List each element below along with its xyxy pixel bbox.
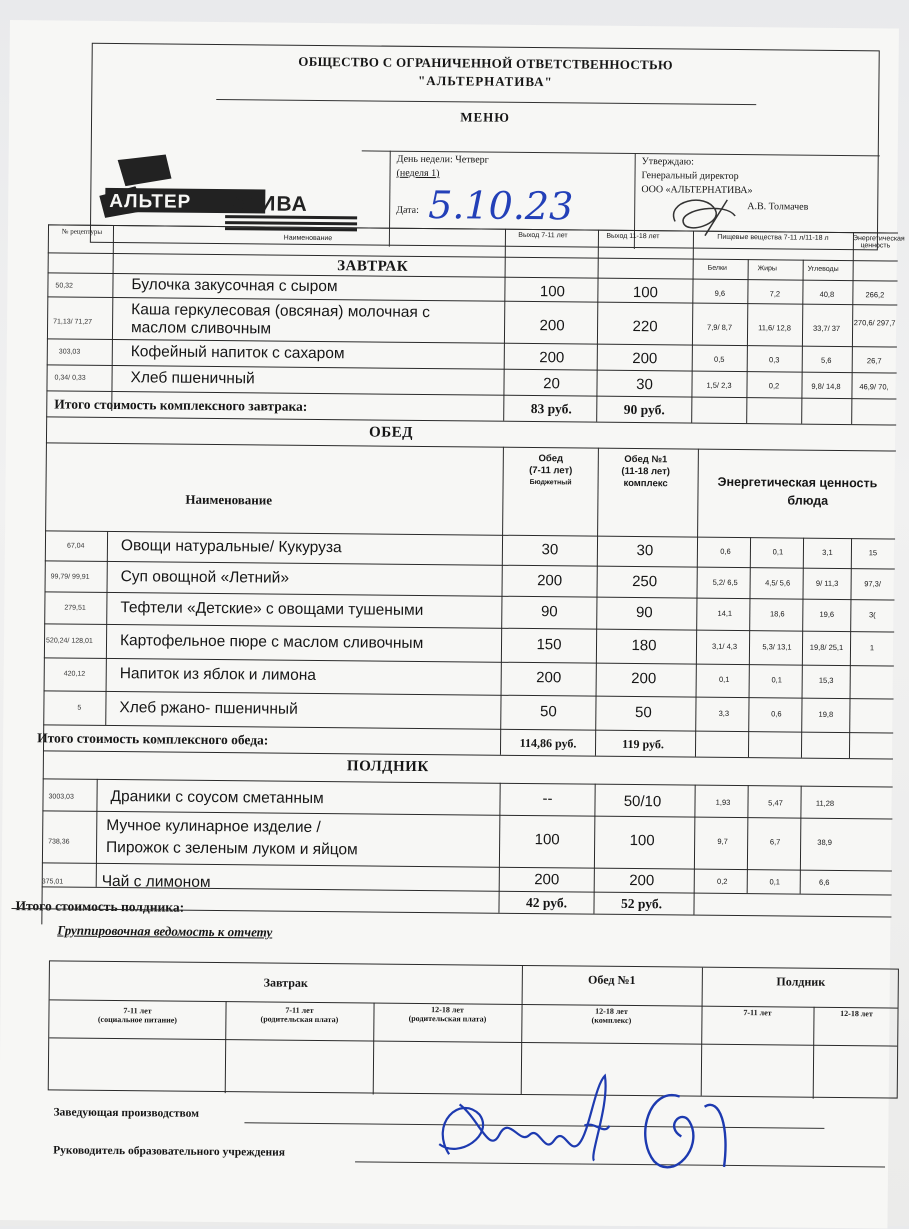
week-number: (неделя 1): [396, 167, 440, 180]
carbs-value: 19,8/ 25,1: [809, 642, 844, 653]
portion-11-18: 100: [629, 831, 655, 850]
recipe-code: 279,51: [64, 604, 86, 612]
recipe-code: 71,13/ 71,27: [53, 318, 93, 326]
recipe-code: 375,01: [41, 878, 64, 886]
breakfast-total-11-18: 90 руб.: [623, 401, 665, 418]
dish-name: Чай с лимоном: [101, 872, 211, 891]
lunch-total-7-11: 114,86 руб.: [519, 735, 577, 751]
fats-value: 0,1: [772, 547, 784, 557]
handwritten-signature: [419, 1064, 760, 1197]
lunch-budget-header-line3: Бюджетный: [529, 479, 572, 487]
group-col4-line1: 12-18 лет: [595, 1006, 628, 1016]
proteins-value: 0,6: [720, 546, 731, 556]
proteins-value: 3,1/ 4,3: [711, 641, 738, 652]
carbs-value: 5,6: [821, 355, 832, 365]
approve-role: Генеральный директор: [641, 170, 739, 183]
fats-value: 7,2: [769, 289, 781, 299]
fats-value: 0,3: [769, 355, 780, 365]
group-lunch-header: Обед №1: [587, 972, 636, 988]
portion-7-11: 200: [536, 669, 562, 687]
portion-7-11: 200: [539, 349, 565, 367]
recipe-code: 520,24/ 128,01: [46, 637, 93, 645]
divider: [49, 1037, 897, 1046]
group-col3: [373, 1005, 521, 1024]
group-col2-line1: 7-11 лет: [285, 1005, 314, 1015]
carbs-value: 19,8: [818, 709, 834, 719]
breakfast-total-label: Итого стоимость комплексного завтрака:: [54, 396, 308, 414]
portion-11-18: 30: [636, 542, 654, 560]
energy-value: 15: [868, 548, 878, 558]
nutrients-header: Пищевые вещества 7-11 л/11-18 л: [717, 233, 829, 242]
name-header: Наименование: [283, 234, 333, 243]
portion-7-11: 20: [543, 375, 560, 393]
fats-value: 0,1: [769, 877, 781, 887]
lunch-title: ОБЕД: [369, 424, 414, 441]
fats-value: 0,2: [768, 381, 780, 391]
recipe-code: 5: [77, 704, 82, 712]
fats-value: 18,6: [769, 609, 785, 619]
dish-name: Драники с соусом сметанным: [110, 788, 324, 808]
recipe-code: 50,32: [55, 282, 74, 290]
fats-value: 5,3/ 13,1: [762, 642, 792, 652]
portion-7-11: 50: [539, 703, 557, 721]
portion-11-18: 220: [632, 317, 658, 336]
approve-org: ООО «АЛЬТЕРНАТИВА»: [641, 184, 753, 197]
proteins-value: 3,3: [718, 708, 730, 718]
group-col1: [49, 1005, 225, 1025]
group-col1-line1: 7-11 лет: [123, 1006, 152, 1016]
portion-11-18: 200: [631, 669, 657, 688]
energy-value: 1: [869, 643, 875, 653]
proteins-value: 9,6: [714, 288, 726, 298]
carbs-value: 11,28: [815, 798, 835, 808]
lunch-energy-header-line2: блюда: [787, 493, 829, 508]
proteins-header: Белки: [707, 264, 727, 272]
svg-text:НАТИВА: НАТИВА: [215, 191, 308, 216]
portion-7-11: 150: [536, 636, 562, 654]
lunch-budget-header-line2: (7-11 лет): [529, 465, 573, 477]
recipe-code: 303,03: [58, 348, 81, 356]
portion-7-11: 200: [537, 572, 563, 590]
recipe-code: 420,12: [63, 670, 86, 678]
portion-7-11: 90: [540, 603, 558, 621]
lunch-name-header: Наименование: [185, 491, 273, 508]
portion-7-11: --: [542, 790, 553, 808]
proteins-value: 9,7: [717, 836, 728, 846]
dish-name: Булочка закусочная с сыром: [131, 276, 338, 296]
recipe-number-header: № рецептуры: [61, 227, 103, 236]
recipe-code: 67,04: [66, 542, 85, 550]
dish-name: Кофейный напиток с сахаром: [130, 343, 345, 363]
portion-11-18: 200: [629, 871, 655, 890]
carbs-value: 33,7/ 37: [812, 323, 841, 333]
group-col4: [521, 1006, 701, 1026]
lunch-budget-header-line1: Обед: [538, 453, 564, 465]
proteins-value: 14,1: [717, 608, 733, 618]
dish-name: Мучное кулинарное изделие /: [106, 816, 321, 837]
group-col3-line2: (родительская плата): [408, 1013, 487, 1024]
fats-header: Жиры: [757, 265, 777, 273]
proteins-value: 1,93: [715, 797, 731, 807]
lunch-total-label: Итого стоимость комплексного обеда:: [37, 730, 269, 748]
dish-name: Суп овощной «Летний»: [120, 568, 290, 587]
portion-11-18: 180: [631, 636, 657, 655]
energy-value: 97,3/: [864, 579, 882, 589]
group-col2-line2: (родительская плата): [260, 1014, 339, 1025]
carbs-header: Углеводы: [807, 265, 839, 273]
lunch-complex-header-line2: (11-18 лет): [621, 465, 670, 478]
recipe-code: 738,36: [48, 838, 70, 846]
portion-11-18: 50/10: [623, 792, 662, 811]
dish-name-line2: маслом сливочным: [130, 319, 272, 338]
head-school-label: Руководитель образовательного учреждения: [53, 1144, 286, 1159]
snack-total-label: Итого стоимость полдника:: [15, 898, 185, 915]
proteins-value: 0,1: [718, 674, 730, 684]
output-11-18-header: Выход 11-18 лет: [606, 232, 660, 241]
portion-7-11: 100: [534, 831, 560, 849]
portion-11-18: 90: [635, 604, 653, 622]
breakfast-total-7-11: 83 руб.: [530, 401, 572, 417]
group-col3-line1: 12-18 лет: [431, 1005, 464, 1015]
date-handwritten: 5.10.23: [428, 183, 574, 229]
recipe-code: 99,79/ 99,91: [50, 573, 90, 581]
proteins-value: 1,5/ 2,3: [706, 380, 732, 390]
group-col4-line2: (комплекс): [591, 1015, 632, 1026]
energy-header: Энергетическая ценность: [852, 235, 905, 250]
snack-total-11-18: 52 руб.: [621, 895, 663, 912]
dish-name: Напиток из яблок и лимона: [119, 665, 317, 684]
snack-title: ПОЛДНИК: [346, 758, 429, 776]
lunch-complex-header: [601, 454, 691, 491]
snack-total-7-11: 42 руб.: [526, 894, 568, 911]
menu-title: МЕНЮ: [460, 109, 511, 125]
portion-7-11: 100: [539, 283, 566, 301]
group-col1-line2: (социальное питание): [97, 1014, 177, 1025]
lunch-complex-header-line1: Обед №1: [624, 453, 668, 466]
portion-11-18: 100: [632, 283, 659, 302]
group-col2: [225, 1005, 373, 1024]
day-of-week: День недели: Четверг: [396, 153, 489, 166]
date-label: Дата:: [396, 204, 419, 216]
header-block: [90, 43, 880, 251]
group-col6: 12-18 лет: [840, 1009, 873, 1019]
carbs-value: 9,8/ 14,8: [811, 381, 841, 391]
head-production-label: Заведующая производством: [53, 1106, 200, 1120]
dish-name: Хлеб ржано- пшеничный: [119, 699, 298, 718]
fats-value: 6,7: [769, 837, 781, 847]
portion-7-11: 30: [541, 541, 559, 559]
dish-name: Овощи натуральные/ Кукуруза: [120, 537, 342, 557]
portion-11-18: 50: [634, 704, 652, 722]
portion-7-11: 200: [539, 317, 565, 335]
energy-value: 270,6/ 297,7: [853, 318, 896, 328]
org-name-line1: ОБЩЕСТВО С ОГРАНИЧЕННОЙ ОТВЕТСТВЕННОСТЬЮ: [298, 53, 673, 73]
output-7-11-header: Выход 7-11 лет: [518, 231, 568, 240]
group-statement-title: Группировочная ведомость к отчету: [57, 922, 273, 940]
carbs-value: 38,9: [817, 837, 832, 847]
proteins-value: 7,9/ 8,7: [707, 322, 733, 332]
proteins-value: 0,2: [717, 876, 728, 886]
carbs-value: 15,3: [818, 675, 834, 685]
energy-value: 266,2: [865, 290, 885, 300]
grid-line: [813, 1007, 815, 1099]
proteins-value: 5,2/ 6,5: [712, 577, 738, 588]
approve-label: Утверждаю:: [641, 156, 694, 168]
lunch-complex-header-line3: комплекс: [623, 477, 668, 490]
fats-value: 0,6: [771, 709, 782, 719]
divider: [216, 99, 756, 105]
lunch-budget-header: [506, 453, 596, 490]
lunch-energy-header: Энергетическая ценность: [717, 474, 878, 491]
portion-11-18: 250: [632, 572, 658, 591]
energy-value: 46,9/ 70,: [859, 382, 889, 392]
menu-sheet: [0, 20, 905, 1228]
fats-value: 4,5/ 5,6: [765, 578, 791, 588]
fats-value: 0,1: [771, 675, 782, 685]
carbs-value: 6,6: [818, 877, 830, 887]
proteins-value: 0,5: [714, 354, 725, 364]
energy-value: 26,7: [866, 356, 882, 366]
approve-name: А.В. Толмачев: [747, 201, 809, 213]
carbs-value: 19,6: [819, 609, 835, 619]
org-name-line2: "АЛЬТЕРНАТИВА": [417, 72, 553, 90]
lunch-total-11-18: 119 руб.: [622, 736, 664, 752]
portion-11-18: 30: [636, 376, 653, 394]
dish-name: Тефтели «Детские» с овощами тушеными: [120, 599, 424, 619]
carbs-value: 3,1: [822, 547, 833, 557]
portion-11-18: 200: [632, 349, 658, 368]
fats-value: 5,47: [768, 798, 783, 808]
breakfast-title: ЗАВТРАК: [337, 258, 409, 275]
carbs-value: 9/ 11,3: [815, 578, 839, 588]
dish-name: Каша геркулесовая (овсяная) молочная с: [131, 301, 430, 322]
dish-name-line2: Пирожок с зеленым луком и яйцом: [105, 838, 358, 859]
portion-7-11: 200: [534, 871, 560, 889]
svg-text:АЛЬТЕР: АЛЬТЕР: [109, 190, 192, 213]
energy-value: 3(: [868, 610, 876, 620]
fats-value: 11,6/ 12,8: [758, 323, 792, 333]
dish-name: Хлеб пшеничный: [130, 369, 255, 388]
group-col5: 7-11 лет: [743, 1008, 772, 1018]
recipe-code: 0,34/ 0,33: [54, 374, 86, 382]
dish-name: Картофельное пюре с маслом сливочным: [119, 632, 424, 652]
group-breakfast-header: Завтрак: [263, 975, 308, 990]
group-snack-header: Полдник: [776, 974, 826, 989]
carbs-value: 40,8: [819, 289, 835, 299]
recipe-code: 3003,03: [48, 793, 74, 801]
